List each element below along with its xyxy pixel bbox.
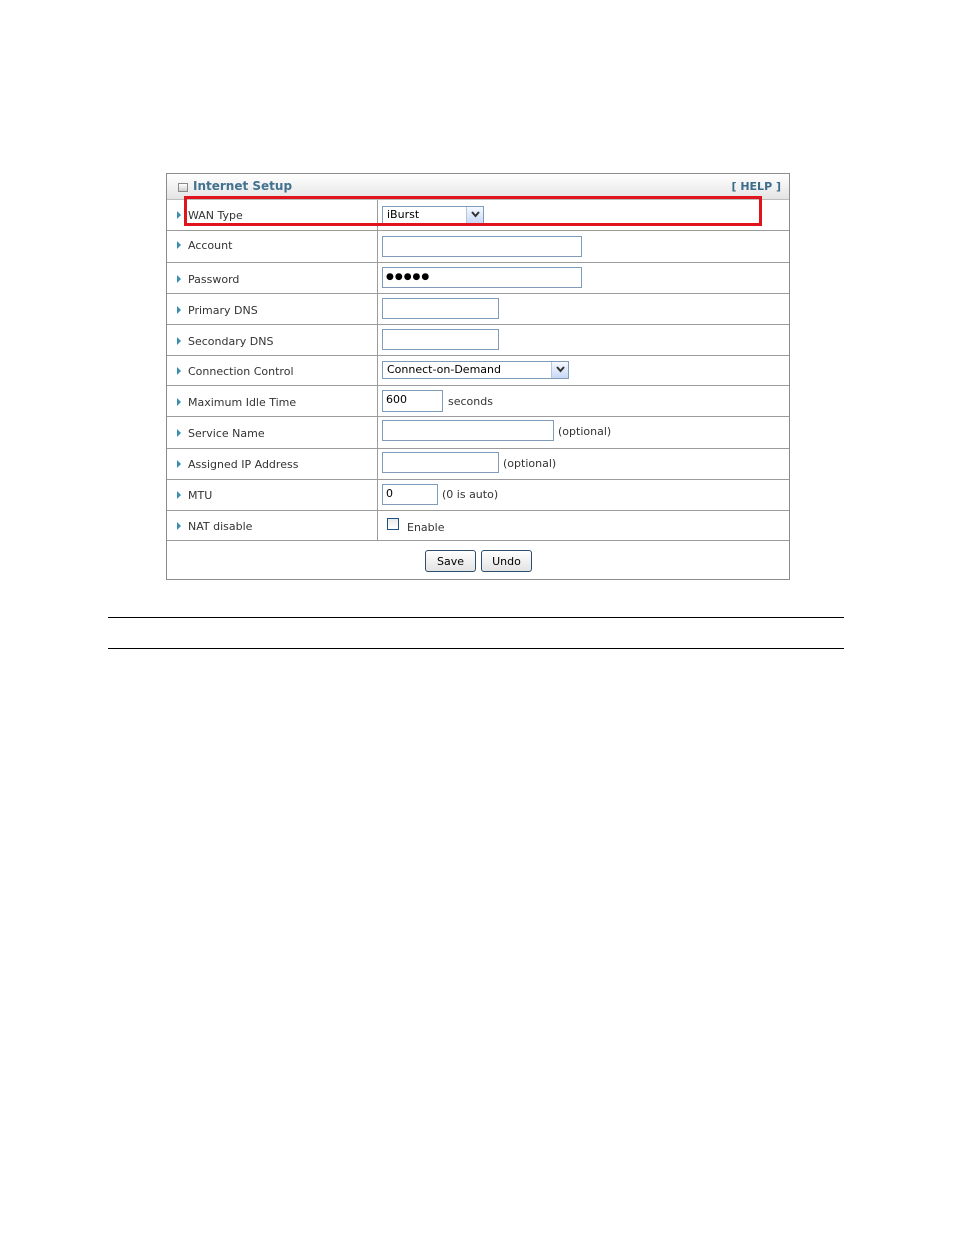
connection-control-value: Connect-on-Demand: [387, 363, 501, 376]
max-idle-unit: seconds: [448, 395, 493, 408]
help-link[interactable]: [ HELP ]: [731, 180, 781, 193]
panel-icon: [178, 183, 188, 192]
primary-dns-input[interactable]: [382, 298, 499, 319]
arrow-icon: [177, 306, 181, 314]
arrow-icon: [177, 429, 181, 437]
service-name-note: (optional): [558, 425, 612, 438]
label-connection-control: Connection Control: [188, 365, 294, 378]
arrow-icon: [177, 241, 181, 249]
mtu-input[interactable]: 0: [382, 484, 438, 505]
assigned-ip-input[interactable]: [382, 452, 499, 473]
nat-enable-label: Enable: [407, 521, 445, 534]
row-account: [167, 231, 789, 263]
label-service-name: Service Name: [188, 427, 265, 440]
mtu-note: (0 is auto): [442, 488, 499, 501]
label-max-idle-time: Maximum Idle Time: [188, 396, 297, 409]
label-nat-disable: NAT disable: [188, 520, 253, 533]
arrow-icon: [177, 522, 181, 530]
label-primary-dns: Primary DNS: [188, 304, 258, 317]
account-input[interactable]: [382, 236, 582, 257]
nat-enable-checkbox[interactable]: [387, 518, 399, 530]
wan-type-value: iBurst: [387, 208, 420, 221]
password-input[interactable]: ●●●●●: [382, 267, 582, 288]
save-button[interactable]: Save: [425, 550, 476, 572]
row-nat-disable: [167, 511, 789, 541]
row-max-idle-time: [167, 386, 789, 417]
arrow-icon: [177, 211, 181, 219]
assigned-ip-note: (optional): [503, 457, 557, 470]
arrow-icon: [177, 275, 181, 283]
row-connection-control: [167, 356, 789, 386]
row-service-name: [167, 417, 789, 449]
row-assigned-ip: [167, 449, 789, 480]
label-wan-type: WAN Type: [188, 209, 243, 222]
divider-bottom: [108, 648, 844, 649]
row-mtu: [167, 480, 789, 511]
undo-button[interactable]: Undo: [481, 550, 532, 572]
row-secondary-dns: [167, 325, 789, 356]
internet-setup-panel: [166, 173, 790, 580]
arrow-icon: [177, 337, 181, 345]
label-secondary-dns: Secondary DNS: [188, 335, 274, 348]
row-primary-dns: [167, 294, 789, 325]
label-mtu: MTU: [188, 489, 213, 502]
connection-control-select[interactable]: [382, 361, 569, 379]
arrow-icon: [177, 367, 181, 375]
divider-top: [108, 617, 844, 618]
chevron-down-icon[interactable]: [551, 362, 568, 378]
label-account: Account: [188, 239, 233, 252]
label-assigned-ip: Assigned IP Address: [188, 458, 299, 471]
secondary-dns-input[interactable]: [382, 329, 499, 350]
wan-type-highlight-box: [184, 196, 762, 226]
arrow-icon: [177, 398, 181, 406]
arrow-icon: [177, 491, 181, 499]
button-row: [167, 541, 789, 581]
arrow-icon: [177, 460, 181, 468]
service-name-input[interactable]: [382, 420, 554, 441]
max-idle-time-input[interactable]: 600: [382, 390, 443, 412]
label-password: Password: [188, 273, 240, 286]
panel-title: Internet Setup: [193, 179, 293, 193]
row-password: [167, 263, 789, 294]
